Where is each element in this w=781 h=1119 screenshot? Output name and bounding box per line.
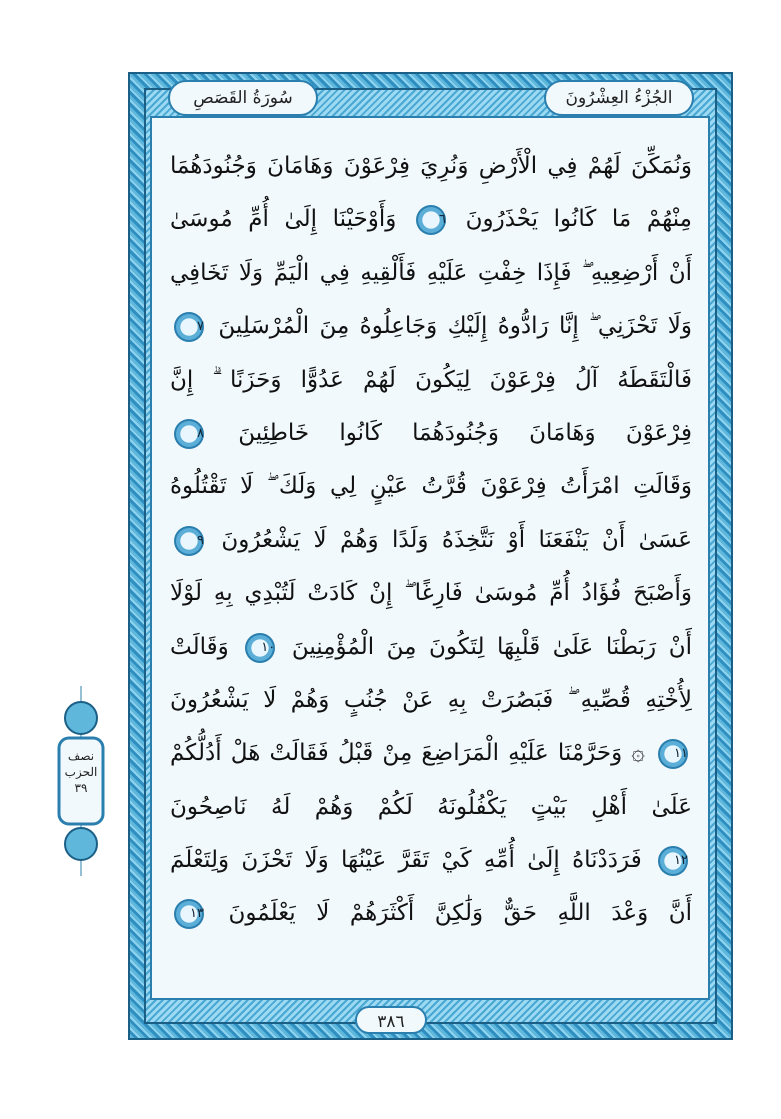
verse-line-11 [170,674,692,727]
line-text: مِنْهُمْ مَا كَانُوا يَحْذَرُونَ [465,206,692,233]
aya-number-marker: ٦ [416,205,446,235]
line-text: ۞ وَحَرَّمْنَا عَلَيْهِ الْمَرَاضِعَ مِنْ قَبْلُ فَقَالَتْ هَلْ أَدُلُّكُمْ [170,740,645,767]
line-text: وَأَصْبَحَ فُؤَادُ أُمِّ مُوسَىٰ فَارِغًا ۖ إِنْ كَادَتْ لَتُبْدِي بِهِ لَوْلَا [170,580,692,607]
verse-line-7 [170,460,692,513]
line-text: عَسَىٰ أَنْ يَنْفَعَنَا أَوْ نَتَّخِذَهُ وَلَدًا وَهُمْ لَا يَشْعُرُونَ [221,526,692,553]
aya-number-marker: ١٠ [245,633,275,663]
line-text: وَلَا تَحْزَنِي ۖ إِنَّا رَادُّوهُ إِلَيْكِ وَجَاعِلُوهُ مِنَ الْمُرْسَلِينَ [218,313,692,340]
line-text: فَرَدَدْنَاهُ إِلَىٰ أُمِّهِ كَيْ تَقَرَّ عَيْنُهَا وَلَا تَحْزَنَ وَلِتَعْلَمَ [170,847,642,874]
aya-number-marker: ١١ [658,739,688,769]
aya-number-marker: ٨ [174,419,204,449]
verse-line-2 [170,193,692,246]
verse-line-9 [170,567,692,620]
hizb-label [55,748,107,796]
aya-number-marker: ٧ [174,312,204,342]
line-text: وَقَالَتْ [170,633,229,660]
hizb-number: ٣٩ [74,781,88,795]
verse-line-3 [170,247,692,300]
juz-title: الجُزْءُ العِشْرُونَ [544,80,694,116]
line-text: وَقَالَتِ امْرَأَتُ فِرْعَوْنَ قُرَّتُ عَيْنٍ لِي وَلَكَ ۖ لَا تَقْتُلُوهُ [170,473,692,500]
verse-lines [170,140,692,941]
line-text: وَأَوْحَيْنَا إِلَىٰ أُمِّ مُوسَىٰ [170,206,397,233]
page-number: ٣٨٦ [355,1006,427,1034]
verse-line-15 [170,887,692,940]
line-text: وَنُمَكِّنَ لَهُمْ فِي الْأَرْضِ وَنُرِيَ فِرْعَوْنَ وَهَامَانَ وَجُنُودَهُمَا [170,153,692,179]
verse-line-4 [170,300,692,353]
hizb-label-line: الحزب [64,765,98,779]
aya-number-marker: ١٣ [174,899,204,929]
line-text: لِأُخْتِهِ قُصِّيهِ ۖ فَبَصُرَتْ بِهِ عَنْ جُنُبٍ وَهُمْ لَا يَشْعُرُونَ [170,686,692,713]
hizb-marker [55,686,107,876]
line-text: فَالْتَقَطَهُ آلُ فِرْعَوْنَ لِيَكُونَ لَهُمْ عَدُوًّا وَحَزَنًا ۗ إِنَّ [170,366,692,393]
aya-number-marker: ٩ [174,526,204,556]
line-text: فِرْعَوْنَ وَهَامَانَ وَجُنُودَهُمَا كَانُوا خَاطِئِينَ [238,419,692,446]
verse-line-8 [170,514,692,567]
line-text: عَلَىٰ أَهْلِ بَيْتٍ يَكْفُلُونَهُ لَكُمْ وَهُمْ لَهُ نَاصِحُونَ [170,793,692,820]
verse-line-13 [170,781,692,834]
verse-line-14 [170,834,692,887]
verse-line-1 [170,140,692,193]
line-text: أَنْ أَرْضِعِيهِ ۖ فَإِذَا خِفْتِ عَلَيْهِ فَأَلْقِيهِ فِي الْيَمِّ وَلَا تَخَافِي [170,259,692,286]
surah-title: سُورَةُ القَصَصِ [168,80,318,116]
line-text: أَنَّ وَعْدَ اللَّهِ حَقٌّ وَلَٰكِنَّ أَكْثَرَهُمْ لَا يَعْلَمُونَ [228,900,692,927]
verse-line-12 [170,727,692,780]
verse-line-6 [170,407,692,460]
line-text: أَنْ رَبَطْنَا عَلَىٰ قَلْبِهَا لِتَكُونَ مِنَ الْمُؤْمِنِينَ [291,633,692,660]
hizb-label-line: نصف [67,749,95,763]
verse-line-10 [170,621,692,674]
aya-number-marker: ١٢ [658,846,688,876]
verse-line-5 [170,354,692,407]
